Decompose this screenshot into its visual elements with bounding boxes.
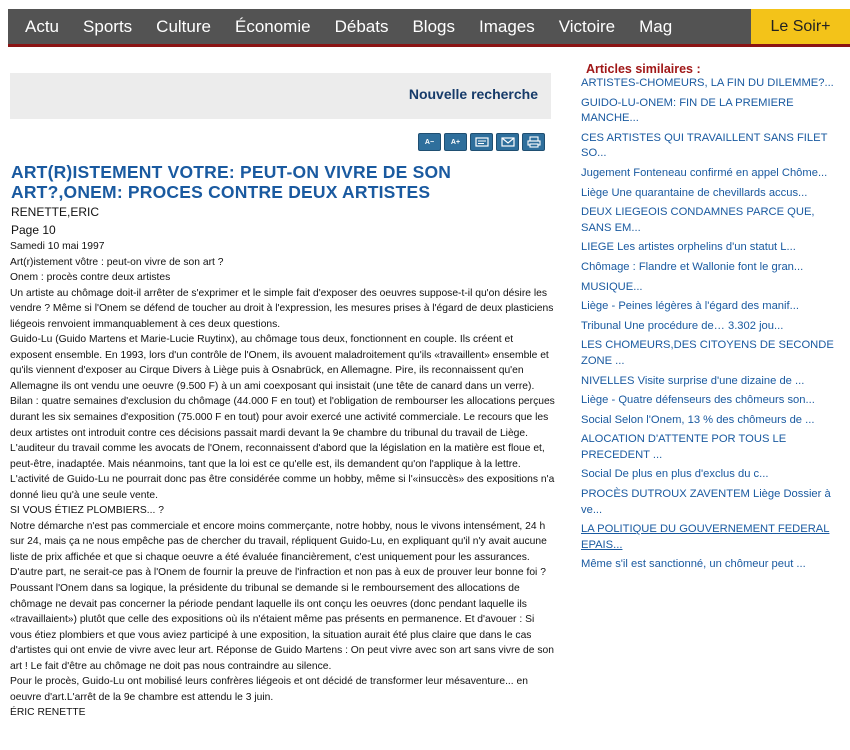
similar-article-link[interactable]: Social De plus en plus d'exclus du c...	[581, 468, 769, 481]
similar-articles-heading: Articles similaires :	[586, 62, 701, 76]
nav-item-victoire[interactable]: Victoire	[558, 17, 616, 36]
print-icon[interactable]	[522, 133, 545, 151]
similar-article-link[interactable]: Liège - Quatre défenseurs des chômeurs son...	[581, 394, 815, 407]
article-paragraph: Pour le procès, Guido-Lu ont mobilisé leurs confrères liégeois et ont décidé de transformer leur mésaventure... en oeuvre d'art.L'arrêt de la 9e chambre est attendu le 3 juin.	[10, 676, 528, 703]
email-icon[interactable]	[496, 133, 519, 151]
similar-article-link[interactable]: Liège Une quarantaine de chevillards accus...	[581, 186, 808, 199]
article-paragraph: Art(r)istement vôtre : peut-on vivre de son art ?	[10, 256, 224, 268]
similar-article-link[interactable]: CES ARTISTES QUI TRAVAILLENT SANS FILET SO...	[581, 131, 828, 160]
similar-article-link[interactable]: ALOCATION D'ATTENTE POR TOUS LE PRECEDENT ...	[581, 433, 787, 461]
similar-article-link[interactable]: LES CHOMEURS,DES CITOYENS DE SECONDE ZONE ...	[581, 339, 834, 367]
similar-articles	[581, 62, 843, 577]
article-paragraph: L'auditeur du travail comme les avocats de l'Onem, reconnaissent d'abord que la législation en la matière est floue et, peut-être, inadaptée. Mais néanmoins, tant que la loi est ce qu'elle est, ils demandent qu'on l'applique à la lettre. L'activité de Guido-Lu ne pourrait donc pas être considérée comme un hobby, même si l'«insuccès» des expositions n'a donné lieu qu'à une seule vente.	[10, 443, 555, 501]
le-soir-plus-button[interactable]: Le Soir+	[751, 9, 850, 44]
search-bar	[10, 73, 551, 119]
comment-icon[interactable]	[470, 133, 493, 151]
nav-item-economie[interactable]: Économie	[234, 17, 311, 36]
decrease-font-button[interactable]: A−	[418, 133, 441, 151]
nav-item-culture[interactable]: Culture	[156, 17, 211, 36]
nav-item-debats[interactable]: Débats	[334, 17, 389, 36]
similar-article-link[interactable]: Même s'il est sanctionné, un chômeur peut ...	[581, 558, 806, 571]
article-paragraph: ÉRIC RENETTE	[10, 707, 86, 719]
similar-article-link[interactable]: DEUX LIEGEOIS CONDAMNES PARCE QUE, SANS EM...	[581, 206, 815, 234]
article-paragraph: Guido-Lu (Guido Martens et Marie-Lucie Ruytinx), au chômage tous deux, fonctionnent en couple. Ils créent et exposent ensemble. En 1993, lors d'un contrôle de l'Onem, ils avouent maladroitement qu'ils «travaillent» ensemble et qu'ils viennent d'exposer au Cirque Divers à Liège puis à Osnabrück, en Allemagne. Pire, ils reconnaissent qu'en Allemagne ils ont vendu une oeuvre (9.500 F) à un ami coexposant qui insistait (une tête de canard dans un verre).	[10, 334, 549, 392]
article-paragraph: Poussant l'Onem dans sa logique, la présidente du tribunal se demande si le remboursement des allocations de chômage ne devait pas concerner la période pendant laquelle ils ont conçu les oeuvres (donc pendant laquelle ils «travaillaient») plutôt que celle des expositions où ils n'étaient même pas présents en permanence. Et d'avouer : Si vous étiez plombiers et que vous aviez participé à une exposition, la situation aurait été plus claire que dans le cas d'artistes qui ont envie de vivre avec leur art. Réponse de Guido Martens : On peut vivre avec son art sans vivre de son art ! Le fait d'être au chômage ne doit pas nous contraindre au silence.	[10, 583, 554, 672]
similar-article-link[interactable]: Tribunal Une procédure de… 3.302 jou...	[581, 319, 784, 332]
similar-article-link[interactable]: NIVELLES Visite surprise d'une dizaine de ...	[581, 374, 805, 387]
similar-article-link[interactable]: Chômage : Flandre et Wallonie font le gran...	[581, 260, 804, 273]
article-paragraph: Onem : procès contre deux artistes	[10, 272, 171, 284]
similar-article-link[interactable]: Social Selon l'Onem, 13 % des chômeurs de ...	[581, 413, 815, 426]
nav-divider	[8, 44, 850, 47]
nav-item-sports[interactable]: Sports	[83, 17, 133, 36]
article-paragraph: Samedi 10 mai 1997	[10, 241, 105, 252]
similar-article-link[interactable]: LIEGE Les artistes orphelins d'un statut L...	[581, 241, 796, 254]
similar-article-link[interactable]: GUIDO-LU-ONEM: FIN DE LA PREMIERE MANCHE...	[581, 96, 794, 125]
nav-item-images[interactable]: Images	[479, 17, 535, 36]
nav-item-mag[interactable]: Mag	[639, 17, 673, 36]
nav-item-actu[interactable]: Actu	[25, 17, 60, 36]
similar-article-link[interactable]: MUSIQUE...	[581, 280, 643, 293]
article-page: Page 10	[11, 223, 56, 237]
similar-article-link[interactable]: ARTISTES-CHOMEURS, LA FIN DU DILEMME?...	[581, 77, 834, 89]
similar-article-link[interactable]: LA POLITIQUE DU GOUVERNEMENT FEDERAL EPAIS...	[581, 523, 830, 551]
article-paragraph: Bilan : quatre semaines d'exclusion du chômage (44.000 F en tout) et l'obligation de rembourser les allocations perçues durant les six semaines d'exposition (75.000 F en tout) pour avoir exercé une activité commerciale. Le recours que les deux artistes ont introduit contre ces décisions passait mardi devant la 9e chambre du tribunal du travail de Liège.	[10, 396, 555, 439]
article-paragraph: SI VOUS ÉTIEZ PLOMBIERS... ?	[10, 505, 164, 517]
new-search-link[interactable]: Nouvelle recherche	[408, 86, 538, 102]
top-navigation	[8, 9, 850, 44]
article-paragraph: Un artiste au chômage doit-il arrêter de s'exprimer et le simple fait d'exposer des oeuvres suppose-t-il qu'on désire les vendre ? Même si l'Onem se défend de toucher au droit à l'expression, les mesures prises à l'égard de deux plasticiens liégeois renvoient immanquablement à ces deux questions.	[10, 287, 554, 330]
article-toolbar	[418, 133, 545, 151]
similar-article-link[interactable]: PROCÈS DUTROUX ZAVENTEM Liège Dossier à ve...	[581, 488, 831, 516]
article-title: ART(R)ISTEMENT VOTRE: PEUT-ON VIVRE DE SON ART?,ONEM: PROCES CONTRE DEUX ARTISTES	[11, 162, 452, 202]
nav-item-blogs[interactable]: Blogs	[412, 17, 455, 36]
article-body	[10, 239, 556, 721]
similar-article-link[interactable]: Jugement Fonteneau confirmé en appel Chôme...	[581, 166, 828, 179]
article-author: RENETTE,ERIC	[11, 205, 100, 219]
article-paragraph: Notre démarche n'est pas commerciale et encore moins commerçante, notre hobby, nous le vivons intensément, 24 h sur 24, mais ça ne nous empêche pas de chercher du travail, répliquent Guido-Lu, en expliquant qu'il n'y avait aucune liste de prix affichée et que si chaque oeuvre a été évaluée financièrement, c'est uniquement pour les assurances. D'autre part, ne serait-ce pas à l'Onem de fournir la preuve de l'infraction et non pas à eux de prouver leur bonne foi ?	[10, 520, 547, 579]
similar-article-link[interactable]: Liège - Peines légères à l'égard des manif...	[581, 300, 799, 313]
increase-font-button[interactable]: A+	[444, 133, 467, 151]
